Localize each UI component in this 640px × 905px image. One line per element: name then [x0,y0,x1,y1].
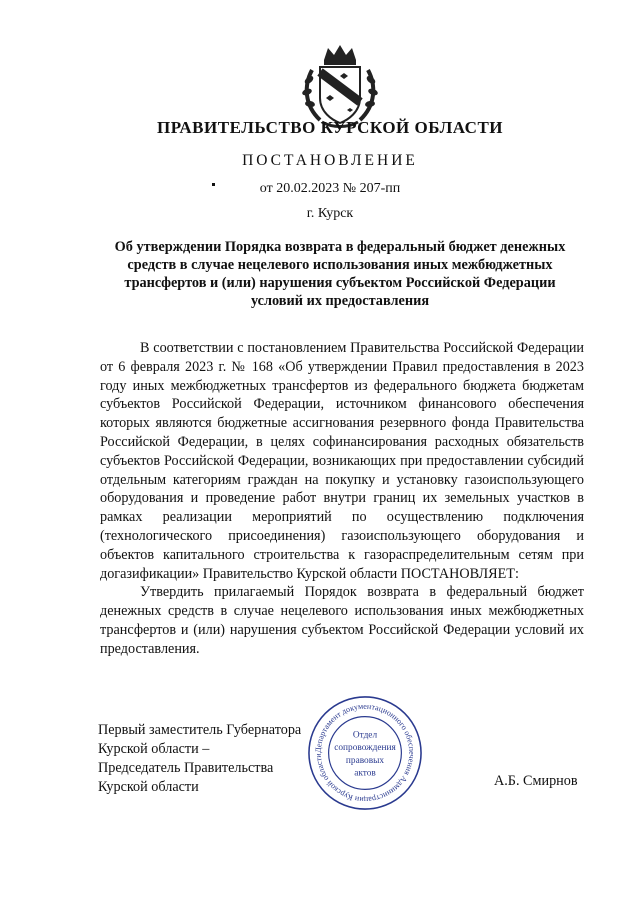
document-city: г. Курск [306,206,354,221]
heading-line: трансфертов и (или) нарушения субъектом Российской Федерации [124,275,556,291]
document-type: ПОСТАНОВЛЕНИЕ [242,152,418,169]
stamp-center-line: правовых [345,755,385,766]
body-paragraph: В соответствии с постановлением Правительства Российской Федерации от 6 февраля 2023 г. № 168 «Об утверждении Правил предоставления в 2023 году иных межбюджетных трансфертов из федерального бюджета бюджетам субъектов Российской Федерации, источником финансового обеспечения которых являются бюджетные ассигнования резервного фонда Правительства Российской Федерации, в целях софинансирования расходных обязательств субъектов Российской Федерации, возникающих при предоставлении субсидий отдельным категориям граждан на покупку и установку газоиспользующего оборудования и проведение работ внутри границ их земельных участков в рамках реализации мероприятий по осуществлению подключения (технологического присоединения) газоиспользующего оборудования и объектов капитального строительства к газораспределительным сетям при догазификации» Правительство Курской области ПОСТАНОВЛЯЕТ: [100,340,584,582]
signatory-position-line: Курской области – [98,741,210,757]
signatory-position-line: Курской области [98,779,199,795]
department-stamp [306,694,424,812]
heading-line: условий их предоставления [250,293,430,309]
body-paragraph: Утвердить прилагаемый Порядок возврата в федеральный бюджет денежных средств в случае нецелевого использования иных межбюджетных трансфертов и (или) нарушения субъектом Российской Федерации условий их предоставления. [100,584,584,657]
document-date-number: от 20.02.2023 № 207-пп [259,181,401,196]
signatory-position-line: Председатель Правительства [98,760,274,776]
stamp-ring-text: Департамент документационного обеспечения Администрации Курской области [313,701,417,805]
stamp-center-line: сопровождения [334,743,396,754]
signatory-position-line: Первый заместитель Губернатора [98,722,302,738]
heading-line: Об утверждении Порядка возврата в федеральный бюджет денежных [114,239,566,255]
document-body [100,339,584,659]
signatory-position [98,721,301,797]
organization-title: ПРАВИТЕЛЬСТВО КУРСКОЙ ОБЛАСТИ [156,118,504,137]
document-heading [98,238,582,310]
signatory-name: А.Б. Смирнов [494,773,578,789]
kursk-coat-of-arms-icon [298,40,382,128]
heading-line: средств в случае нецелевого использования иных межбюджетных [127,257,553,273]
stamp-center-line: актов [354,768,376,779]
stamp-center-line: Отдел [352,730,378,741]
